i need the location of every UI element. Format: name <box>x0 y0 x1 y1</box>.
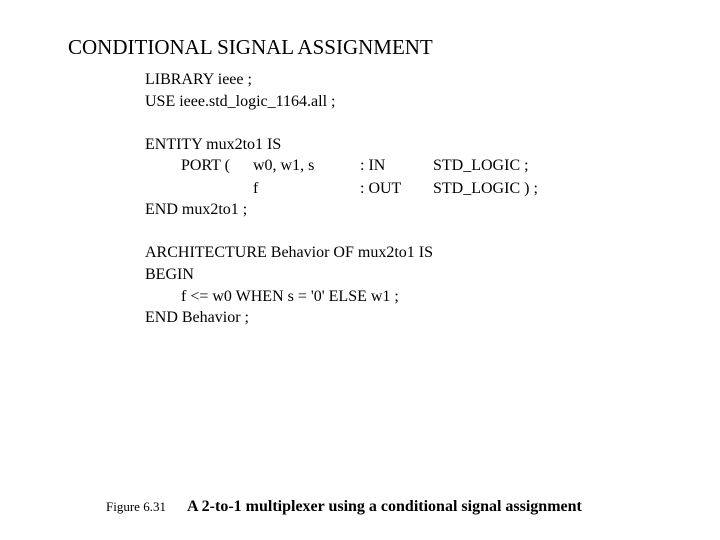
port-signals-output: f <box>253 180 259 197</box>
port-mode-out: : OUT <box>360 180 402 197</box>
port-keyword: PORT ( <box>181 157 230 174</box>
architecture-end-line: END Behavior ; <box>145 309 249 326</box>
entity-header-line: ENTITY mux2to1 IS <box>145 136 282 153</box>
figure-caption: A 2-to-1 multiplexer using a conditional signal assignment <box>187 498 582 515</box>
architecture-header-line: ARCHITECTURE Behavior OF mux2to1 IS <box>145 244 433 261</box>
begin-line: BEGIN <box>145 266 194 283</box>
figure-label: Figure 6.31 <box>106 499 166 514</box>
slide-title: CONDITIONAL SIGNAL ASSIGNMENT <box>68 35 433 59</box>
port-signals-inputs: w0, w1, s <box>253 157 315 174</box>
port-type-output: STD_LOGIC ) ; <box>433 180 538 197</box>
library-line: LIBRARY ieee ; <box>145 71 252 88</box>
entity-end-line: END mux2to1 ; <box>145 201 248 218</box>
port-mode-in: : IN <box>360 157 386 174</box>
port-type-inputs: STD_LOGIC ; <box>433 157 529 174</box>
use-line: USE ieee.std_logic_1164.all ; <box>145 93 336 110</box>
conditional-assignment-line: f <= w0 WHEN s = '0' ELSE w1 ; <box>181 288 399 305</box>
